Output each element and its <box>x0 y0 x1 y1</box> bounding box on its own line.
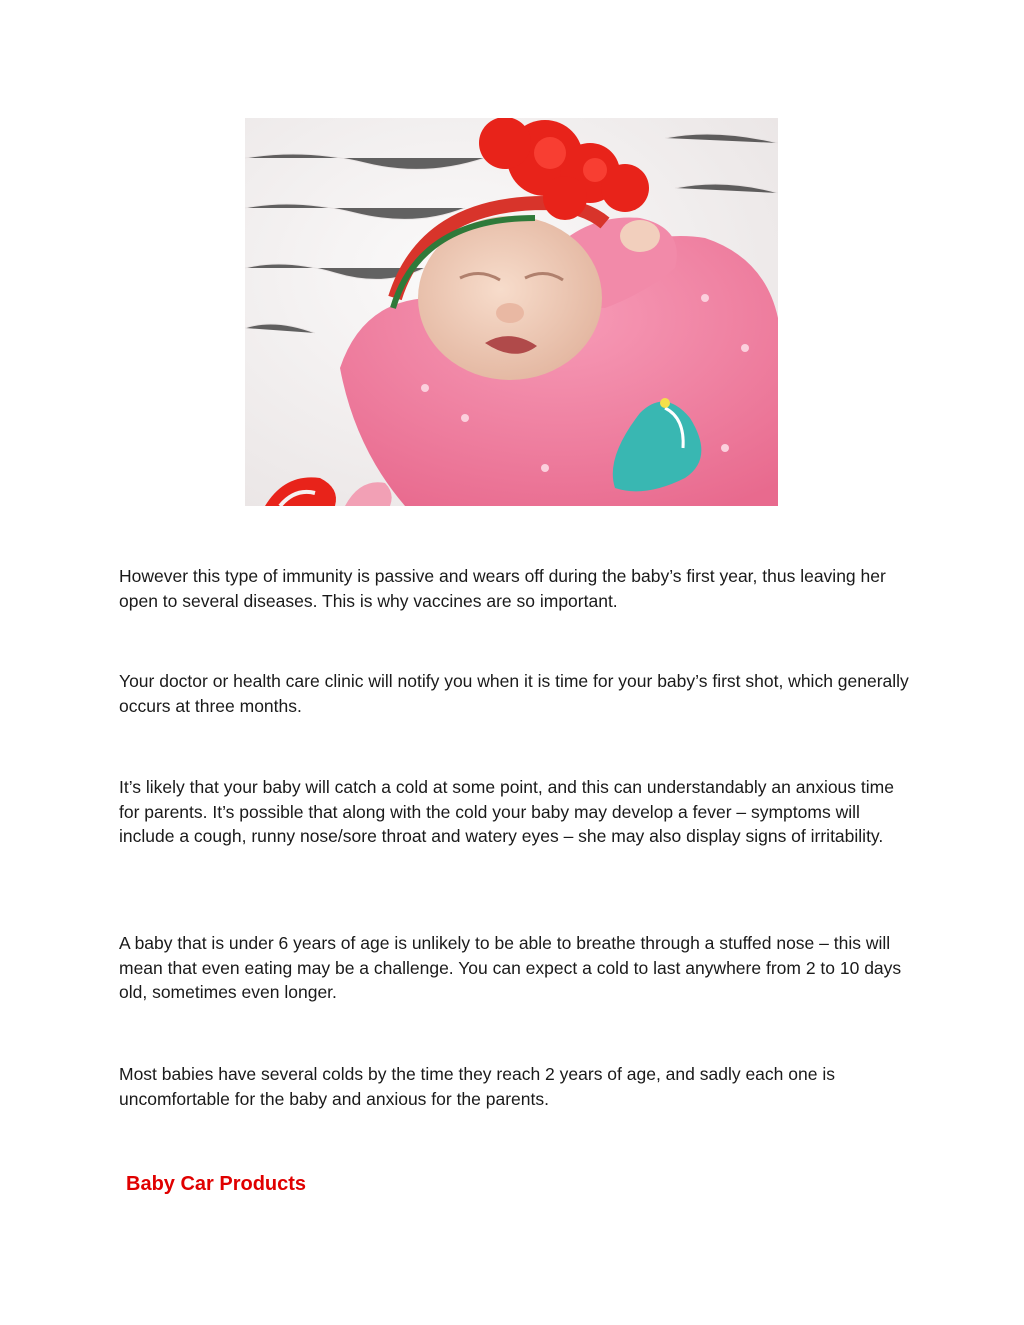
crying-baby-photo <box>245 118 778 506</box>
paragraph-immunity: However this type of immunity is passive and wears off during the baby’s first year, thus leaving her open to several diseases. This is why vaccines are so important. <box>119 566 886 611</box>
paragraph-several-colds: Most babies have several colds by the time they reach 2 years of age, and sadly each one is uncomfortable for the baby and anxious for the parents. <box>119 1064 835 1109</box>
paragraph-first-shot: Your doctor or health care clinic will notify you when it is time for your baby’s first shot, which generally occurs at three months. <box>119 671 909 716</box>
paragraph-stuffed-nose: A baby that is under 6 years of age is unlikely to be able to breathe through a stuffed nose – this will mean that even eating may be a challenge. You can expect a cold to last anywhere from 2 to 10 days old, sometimes even longer. <box>119 933 902 1002</box>
baby-car-products-link[interactable]: Baby Car Products <box>126 1173 307 1195</box>
paragraph-cold: It’s likely that your baby will catch a cold at some point, and this can understandably an anxious time for parents. It’s possible that along with the cold your baby may develop a fever – symptoms will include a cough, runny nose/sore throat and watery eyes – she may also display signs of irritability. <box>119 777 894 846</box>
